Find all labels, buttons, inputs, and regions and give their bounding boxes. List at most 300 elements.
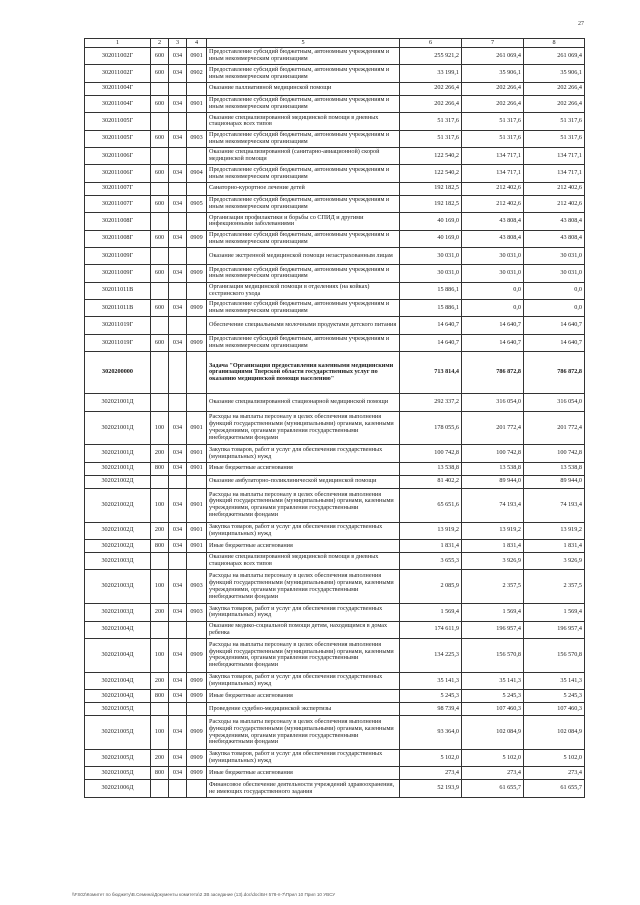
table-row xyxy=(85,672,585,689)
row-col2-cell: 100 xyxy=(151,638,169,672)
row-amount-col7-cell: 196 957,4 xyxy=(462,621,524,638)
row-col4-cell xyxy=(187,213,207,230)
row-code-cell: 302011008Г xyxy=(85,230,151,247)
table-row xyxy=(85,540,585,553)
row-description-cell: Оказание медико-социальной помощи детям, находящимся в домах ребенка xyxy=(207,621,400,638)
row-description-cell: Предоставление субсидий бюджетным, автономным учреждениям и иным некоммерческим организациям xyxy=(207,165,400,182)
row-description-cell: Иные бюджетные ассигнования xyxy=(207,540,400,553)
row-amount-col8-cell: 134 717,1 xyxy=(524,147,585,164)
row-description-cell: Расходы на выплаты персоналу в целях обеспечения выполнения функций государственными (муниципальными) органами, казенными учреждениями, органами управления государственными внебюджетными фондами xyxy=(207,488,400,522)
row-amount-col8-cell: 13 919,2 xyxy=(524,522,585,539)
row-description-cell: Предоставление субсидий бюджетным, автономным учреждениям и иным некоммерческим организациям xyxy=(207,334,400,351)
row-col4-cell: 0901 xyxy=(187,522,207,539)
row-col4-cell: 0909 xyxy=(187,300,207,317)
table-row xyxy=(85,570,585,604)
row-col4-cell xyxy=(187,780,207,797)
table-row xyxy=(85,522,585,539)
row-amount-col6-cell: 100 742,8 xyxy=(400,445,462,462)
row-code-cell: 302011005Г xyxy=(85,130,151,147)
row-col4-cell: 0909 xyxy=(187,230,207,247)
row-amount-col8-cell: 273,4 xyxy=(524,767,585,780)
row-col3-cell: 034 xyxy=(169,462,187,475)
row-code-cell: 302011006Г xyxy=(85,147,151,164)
row-col4-cell xyxy=(187,553,207,570)
row-code-cell: 302021005Д xyxy=(85,767,151,780)
row-amount-col7-cell: 786 872,8 xyxy=(462,352,524,394)
row-amount-col6-cell: 33 199,1 xyxy=(400,65,462,82)
row-col4-cell: 0901 xyxy=(187,95,207,112)
row-col4-cell: 0909 xyxy=(187,749,207,766)
row-amount-col6-cell: 178 055,6 xyxy=(400,411,462,445)
row-amount-col7-cell: 212 402,6 xyxy=(462,195,524,212)
row-col3-cell: 034 xyxy=(169,195,187,212)
row-amount-col7-cell: 13 538,8 xyxy=(462,462,524,475)
row-amount-col7-cell: 261 069,4 xyxy=(462,48,524,65)
row-col4-cell: 0909 xyxy=(187,690,207,703)
budget-table xyxy=(84,38,585,798)
row-amount-col7-cell: 35 141,3 xyxy=(462,672,524,689)
row-col4-cell: 0903 xyxy=(187,570,207,604)
row-code-cell: 3020200000 xyxy=(85,352,151,394)
row-amount-col8-cell: 30 031,0 xyxy=(524,247,585,264)
row-amount-col8-cell: 316 054,0 xyxy=(524,394,585,411)
row-amount-col7-cell: 43 808,4 xyxy=(462,213,524,230)
row-col3-cell: 034 xyxy=(169,130,187,147)
row-amount-col6-cell: 81 402,2 xyxy=(400,475,462,488)
row-amount-col7-cell: 13 919,2 xyxy=(462,522,524,539)
row-col4-cell xyxy=(187,113,207,130)
row-code-cell: 302021001Д xyxy=(85,411,151,445)
row-col4-cell: 0901 xyxy=(187,488,207,522)
row-amount-col6-cell: 255 921,2 xyxy=(400,48,462,65)
row-col2-cell: 600 xyxy=(151,48,169,65)
row-amount-col6-cell: 202 266,4 xyxy=(400,95,462,112)
row-amount-col6-cell: 713 814,4 xyxy=(400,352,462,394)
row-col3-cell xyxy=(169,147,187,164)
row-amount-col6-cell: 13 919,2 xyxy=(400,522,462,539)
row-col2-cell xyxy=(151,394,169,411)
row-col4-cell: 0901 xyxy=(187,445,207,462)
table-row xyxy=(85,230,585,247)
row-amount-col8-cell: 156 570,8 xyxy=(524,638,585,672)
row-col4-cell xyxy=(187,621,207,638)
row-col3-cell: 034 xyxy=(169,488,187,522)
row-amount-col6-cell: 93 364,0 xyxy=(400,716,462,750)
row-amount-col8-cell: 1 831,4 xyxy=(524,540,585,553)
table-row xyxy=(85,48,585,65)
table-row xyxy=(85,195,585,212)
table-row xyxy=(85,265,585,282)
header-cell: 7 xyxy=(462,39,524,48)
row-col3-cell: 034 xyxy=(169,522,187,539)
row-amount-col6-cell: 51 317,6 xyxy=(400,113,462,130)
row-description-cell: Оказание специализированной медицинской помощи в дневных стационарах всех типов xyxy=(207,553,400,570)
row-amount-col6-cell: 15 886,1 xyxy=(400,282,462,299)
row-amount-col6-cell: 122 540,2 xyxy=(400,147,462,164)
table-row xyxy=(85,165,585,182)
row-amount-col6-cell: 192 182,5 xyxy=(400,182,462,195)
row-amount-col8-cell: 107 460,3 xyxy=(524,703,585,716)
table-row xyxy=(85,462,585,475)
row-description-cell: Оказание экстренной медицинской помощи незастрахованным лицам xyxy=(207,247,400,264)
row-amount-col8-cell: 100 742,8 xyxy=(524,445,585,462)
row-amount-col6-cell: 14 640,7 xyxy=(400,317,462,334)
row-code-cell: 302021004Д xyxy=(85,690,151,703)
row-col4-cell: 0909 xyxy=(187,672,207,689)
row-col4-cell: 0901 xyxy=(187,540,207,553)
row-amount-col8-cell: 3 926,9 xyxy=(524,553,585,570)
row-col2-cell: 100 xyxy=(151,411,169,445)
row-col3-cell: 034 xyxy=(169,445,187,462)
row-col2-cell xyxy=(151,352,169,394)
row-amount-col7-cell: 1 831,4 xyxy=(462,540,524,553)
header-cell: 5 xyxy=(207,39,400,48)
row-description-cell: Предоставление субсидий бюджетным, автономным учреждениям и иным некоммерческим организациям xyxy=(207,48,400,65)
row-code-cell: 302011019Г xyxy=(85,334,151,351)
row-col3-cell xyxy=(169,352,187,394)
row-col2-cell: 100 xyxy=(151,488,169,522)
row-col2-cell: 600 xyxy=(151,95,169,112)
row-description-cell: Задача "Организация предоставления казенными медицинскими организациями Тверской области государственных услуг по оказанию медицинской помощи населению" xyxy=(207,352,400,394)
row-amount-col7-cell: 14 640,7 xyxy=(462,317,524,334)
row-amount-col7-cell: 3 926,9 xyxy=(462,553,524,570)
row-description-cell: Предоставление субсидий бюджетным, автономным учреждениям и иным некоммерческим организациям xyxy=(207,300,400,317)
row-description-cell: Расходы на выплаты персоналу в целях обеспечения выполнения функций государственными (муниципальными) органами, казенными учреждениями, органами управления государственными внебюджетными фондами xyxy=(207,638,400,672)
row-col4-cell xyxy=(187,282,207,299)
row-code-cell: 302021004Д xyxy=(85,672,151,689)
table-row xyxy=(85,352,585,394)
row-description-cell: Предоставление субсидий бюджетным, автономным учреждениям и иным некоммерческим организациям xyxy=(207,65,400,82)
table-row xyxy=(85,716,585,750)
row-amount-col8-cell: 30 031,0 xyxy=(524,265,585,282)
row-col2-cell xyxy=(151,113,169,130)
row-amount-col6-cell: 1 831,4 xyxy=(400,540,462,553)
row-amount-col8-cell: 35 141,3 xyxy=(524,672,585,689)
row-col2-cell: 800 xyxy=(151,690,169,703)
row-amount-col8-cell: 43 808,4 xyxy=(524,230,585,247)
row-amount-col7-cell: 134 717,1 xyxy=(462,147,524,164)
header-cell: 2 xyxy=(151,39,169,48)
row-col3-cell xyxy=(169,394,187,411)
row-col2-cell: 600 xyxy=(151,334,169,351)
row-amount-col7-cell: 107 460,3 xyxy=(462,703,524,716)
row-amount-col6-cell: 5 245,3 xyxy=(400,690,462,703)
row-col3-cell: 034 xyxy=(169,767,187,780)
table-row xyxy=(85,703,585,716)
row-col4-cell: 0902 xyxy=(187,65,207,82)
row-description-cell: Закупка товаров, работ и услуг для обеспечения государственных (муниципальных) нужд xyxy=(207,604,400,621)
table-row xyxy=(85,300,585,317)
row-col2-cell: 600 xyxy=(151,265,169,282)
row-col2-cell: 800 xyxy=(151,462,169,475)
row-code-cell: 302011006Г xyxy=(85,165,151,182)
row-col3-cell: 034 xyxy=(169,749,187,766)
row-amount-col6-cell: 202 266,4 xyxy=(400,82,462,95)
row-amount-col8-cell: 212 402,6 xyxy=(524,195,585,212)
row-description-cell: Расходы на выплаты персоналу в целях обеспечения выполнения функций государственными (муниципальными) органами, казенными учреждениями, органами управления государственными внебюджетными фондами xyxy=(207,570,400,604)
row-amount-col8-cell: 0,0 xyxy=(524,300,585,317)
row-description-cell: Закупка товаров, работ и услуг для обеспечения государственных (муниципальных) нужд xyxy=(207,749,400,766)
row-amount-col6-cell: 14 640,7 xyxy=(400,334,462,351)
row-code-cell: 302021001Д xyxy=(85,445,151,462)
row-code-cell: 302021003Д xyxy=(85,604,151,621)
row-code-cell: 302011009Г xyxy=(85,247,151,264)
row-description-cell: Оказание паллиативной медицинской помощи xyxy=(207,82,400,95)
row-code-cell: 302021002Д xyxy=(85,522,151,539)
row-amount-col6-cell: 98 739,4 xyxy=(400,703,462,716)
row-code-cell: 302011005Г xyxy=(85,113,151,130)
row-amount-col8-cell: 212 402,6 xyxy=(524,182,585,195)
row-col3-cell xyxy=(169,113,187,130)
row-code-cell: 302011008Г xyxy=(85,213,151,230)
table-header-row xyxy=(85,39,585,48)
table-row xyxy=(85,767,585,780)
row-description-cell: Организация медицинской помощи в отделениях (на койках) сестринского ухода xyxy=(207,282,400,299)
row-amount-col7-cell: 51 317,6 xyxy=(462,113,524,130)
row-code-cell: 302011019Г xyxy=(85,317,151,334)
row-col4-cell: 0901 xyxy=(187,48,207,65)
row-col2-cell: 100 xyxy=(151,716,169,750)
row-amount-col7-cell: 316 054,0 xyxy=(462,394,524,411)
row-col3-cell: 034 xyxy=(169,638,187,672)
row-code-cell: 302021001Д xyxy=(85,394,151,411)
row-amount-col7-cell: 0,0 xyxy=(462,282,524,299)
row-code-cell: 302011009Г xyxy=(85,265,151,282)
row-description-cell: Предоставление субсидий бюджетным, автономным учреждениям и иным некоммерческим организациям xyxy=(207,195,400,212)
table-row xyxy=(85,130,585,147)
row-amount-col8-cell: 261 069,4 xyxy=(524,48,585,65)
row-code-cell: 302011011В xyxy=(85,300,151,317)
row-col2-cell xyxy=(151,475,169,488)
row-amount-col6-cell: 192 182,5 xyxy=(400,195,462,212)
table-row xyxy=(85,65,585,82)
row-amount-col7-cell: 100 742,8 xyxy=(462,445,524,462)
row-code-cell: 302011011В xyxy=(85,282,151,299)
row-amount-col7-cell: 1 569,4 xyxy=(462,604,524,621)
row-amount-col7-cell: 156 570,8 xyxy=(462,638,524,672)
row-amount-col8-cell: 43 808,4 xyxy=(524,213,585,230)
table-row xyxy=(85,475,585,488)
row-description-cell: Предоставление субсидий бюджетным, автономным учреждениям и иным некоммерческим организациям xyxy=(207,265,400,282)
row-amount-col7-cell: 61 655,7 xyxy=(462,780,524,797)
row-amount-col8-cell: 1 569,4 xyxy=(524,604,585,621)
row-col3-cell: 034 xyxy=(169,300,187,317)
row-amount-col6-cell: 1 569,4 xyxy=(400,604,462,621)
row-amount-col6-cell: 15 886,1 xyxy=(400,300,462,317)
file-path-footer: \\FS02\Комитет по бюджету\В.Семина\Документы комитета\2 ЗВ заседание (13).doc\doc\БН 578-п-7\Прил 10 Прил 10 УВСУ xyxy=(72,892,336,897)
row-col3-cell xyxy=(169,475,187,488)
row-amount-col6-cell: 292 337,2 xyxy=(400,394,462,411)
row-code-cell: 302021002Д xyxy=(85,488,151,522)
row-description-cell: Оказание специализированной медицинской помощи в дневных стационарах всех типов xyxy=(207,113,400,130)
row-amount-col7-cell: 202 266,4 xyxy=(462,95,524,112)
table-row xyxy=(85,488,585,522)
row-amount-col7-cell: 134 717,1 xyxy=(462,165,524,182)
row-amount-col6-cell: 52 193,9 xyxy=(400,780,462,797)
row-amount-col7-cell: 212 402,6 xyxy=(462,182,524,195)
row-col2-cell xyxy=(151,780,169,797)
table-row xyxy=(85,182,585,195)
row-col2-cell: 600 xyxy=(151,65,169,82)
row-amount-col8-cell: 196 957,4 xyxy=(524,621,585,638)
table-row xyxy=(85,95,585,112)
row-amount-col6-cell: 174 611,9 xyxy=(400,621,462,638)
row-amount-col6-cell: 134 225,3 xyxy=(400,638,462,672)
row-col3-cell xyxy=(169,780,187,797)
row-col2-cell: 600 xyxy=(151,165,169,182)
header-cell: 6 xyxy=(400,39,462,48)
row-col2-cell xyxy=(151,703,169,716)
row-description-cell: Иные бюджетные ассигнования xyxy=(207,462,400,475)
row-description-cell: Финансовое обеспечение деятельности учреждений здравоохранения, не имеющих государственного задания xyxy=(207,780,400,797)
row-code-cell: 302011004Г xyxy=(85,82,151,95)
row-col4-cell: 0905 xyxy=(187,195,207,212)
row-col2-cell: 100 xyxy=(151,570,169,604)
row-amount-col8-cell: 202 266,4 xyxy=(524,95,585,112)
row-description-cell: Закупка товаров, работ и услуг для обеспечения государственных (муниципальных) нужд xyxy=(207,672,400,689)
row-col3-cell xyxy=(169,82,187,95)
row-amount-col6-cell: 3 655,3 xyxy=(400,553,462,570)
table-row xyxy=(85,394,585,411)
row-description-cell: Расходы на выплаты персоналу в целях обеспечения выполнения функций государственными (муниципальными) органами, казенными учреждениями, органами управления государственными внебюджетными фондами xyxy=(207,411,400,445)
row-amount-col7-cell: 30 031,0 xyxy=(462,247,524,264)
row-col3-cell: 034 xyxy=(169,716,187,750)
table-row xyxy=(85,247,585,264)
row-col2-cell xyxy=(151,553,169,570)
row-col3-cell: 034 xyxy=(169,334,187,351)
row-description-cell: Предоставление субсидий бюджетным, автономным учреждениям и иным некоммерческим организациям xyxy=(207,95,400,112)
row-col2-cell: 200 xyxy=(151,604,169,621)
row-amount-col7-cell: 5 245,3 xyxy=(462,690,524,703)
row-amount-col8-cell: 5 102,0 xyxy=(524,749,585,766)
row-amount-col7-cell: 35 906,1 xyxy=(462,65,524,82)
row-amount-col8-cell: 13 538,8 xyxy=(524,462,585,475)
row-col3-cell: 034 xyxy=(169,165,187,182)
page-number: 27 xyxy=(578,21,584,27)
header-cell: 4 xyxy=(187,39,207,48)
row-col3-cell xyxy=(169,213,187,230)
row-code-cell: 302011004Г xyxy=(85,95,151,112)
row-amount-col8-cell: 51 317,6 xyxy=(524,130,585,147)
row-col4-cell: 0909 xyxy=(187,767,207,780)
row-code-cell: 302011007Г xyxy=(85,182,151,195)
row-col3-cell: 034 xyxy=(169,540,187,553)
row-amount-col6-cell: 5 102,0 xyxy=(400,749,462,766)
row-col3-cell xyxy=(169,282,187,299)
row-amount-col7-cell: 74 193,4 xyxy=(462,488,524,522)
row-col3-cell: 034 xyxy=(169,672,187,689)
row-amount-col7-cell: 43 808,4 xyxy=(462,230,524,247)
row-description-cell: Иные бюджетные ассигнования xyxy=(207,767,400,780)
row-code-cell: 302021002Д xyxy=(85,540,151,553)
row-amount-col7-cell: 30 031,0 xyxy=(462,265,524,282)
row-col2-cell xyxy=(151,282,169,299)
row-amount-col8-cell: 51 317,6 xyxy=(524,113,585,130)
table-row xyxy=(85,82,585,95)
row-col3-cell xyxy=(169,553,187,570)
row-description-cell: Организация профилактики и борьбы со СПИД и другими инфекционными заболеваниями xyxy=(207,213,400,230)
row-amount-col6-cell: 30 031,0 xyxy=(400,265,462,282)
row-description-cell: Оказание амбулаторно-поликлинической медицинской помощи xyxy=(207,475,400,488)
header-cell: 8 xyxy=(524,39,585,48)
row-code-cell: 302021003Д xyxy=(85,553,151,570)
row-col2-cell xyxy=(151,247,169,264)
row-amount-col8-cell: 74 193,4 xyxy=(524,488,585,522)
row-col4-cell xyxy=(187,703,207,716)
table-row xyxy=(85,282,585,299)
row-col4-cell: 0909 xyxy=(187,265,207,282)
row-col3-cell xyxy=(169,703,187,716)
row-amount-col7-cell: 51 317,6 xyxy=(462,130,524,147)
row-col2-cell: 600 xyxy=(151,300,169,317)
row-col4-cell xyxy=(187,352,207,394)
row-code-cell: 302021002Д xyxy=(85,475,151,488)
row-col4-cell xyxy=(187,182,207,195)
row-col3-cell: 034 xyxy=(169,265,187,282)
row-col4-cell: 0901 xyxy=(187,462,207,475)
row-code-cell: 302011002Г xyxy=(85,65,151,82)
row-col3-cell xyxy=(169,621,187,638)
row-amount-col8-cell: 14 640,7 xyxy=(524,334,585,351)
row-description-cell: Санаторно-курортное лечение детей xyxy=(207,182,400,195)
table-row xyxy=(85,113,585,130)
row-amount-col8-cell: 14 640,7 xyxy=(524,317,585,334)
table-row xyxy=(85,317,585,334)
row-col2-cell: 200 xyxy=(151,749,169,766)
row-amount-col8-cell: 134 717,1 xyxy=(524,165,585,182)
row-amount-col7-cell: 201 772,4 xyxy=(462,411,524,445)
row-description-cell: Предоставление субсидий бюджетным, автономным учреждениям и иным некоммерческим организациям xyxy=(207,230,400,247)
row-col2-cell: 200 xyxy=(151,672,169,689)
row-col3-cell: 034 xyxy=(169,230,187,247)
table-row xyxy=(85,749,585,766)
row-code-cell: 302021003Д xyxy=(85,570,151,604)
row-amount-col8-cell: 2 357,5 xyxy=(524,570,585,604)
row-code-cell: 302011007Г xyxy=(85,195,151,212)
row-code-cell: 302021005Д xyxy=(85,749,151,766)
row-col2-cell xyxy=(151,621,169,638)
row-col4-cell xyxy=(187,394,207,411)
row-col3-cell: 034 xyxy=(169,48,187,65)
row-amount-col8-cell: 0,0 xyxy=(524,282,585,299)
row-amount-col6-cell: 65 651,6 xyxy=(400,488,462,522)
row-col3-cell: 034 xyxy=(169,95,187,112)
row-col2-cell xyxy=(151,82,169,95)
row-code-cell: 302021005Д xyxy=(85,716,151,750)
row-amount-col6-cell: 273,4 xyxy=(400,767,462,780)
row-col4-cell xyxy=(187,82,207,95)
table-row xyxy=(85,411,585,445)
row-amount-col8-cell: 35 906,1 xyxy=(524,65,585,82)
row-col4-cell: 0904 xyxy=(187,165,207,182)
row-col2-cell: 200 xyxy=(151,445,169,462)
row-col2-cell: 600 xyxy=(151,130,169,147)
row-col4-cell xyxy=(187,147,207,164)
table-row xyxy=(85,621,585,638)
header-cell: 3 xyxy=(169,39,187,48)
row-col3-cell: 034 xyxy=(169,570,187,604)
table-row xyxy=(85,553,585,570)
row-col4-cell xyxy=(187,317,207,334)
row-code-cell: 302021006Д xyxy=(85,780,151,797)
row-amount-col6-cell: 122 540,2 xyxy=(400,165,462,182)
row-amount-col6-cell: 51 317,6 xyxy=(400,130,462,147)
row-description-cell: Оказание специализированной стационарной медицинской помощи xyxy=(207,394,400,411)
table-row xyxy=(85,638,585,672)
row-amount-col7-cell: 14 640,7 xyxy=(462,334,524,351)
row-amount-col6-cell: 2 085,9 xyxy=(400,570,462,604)
row-col2-cell xyxy=(151,317,169,334)
